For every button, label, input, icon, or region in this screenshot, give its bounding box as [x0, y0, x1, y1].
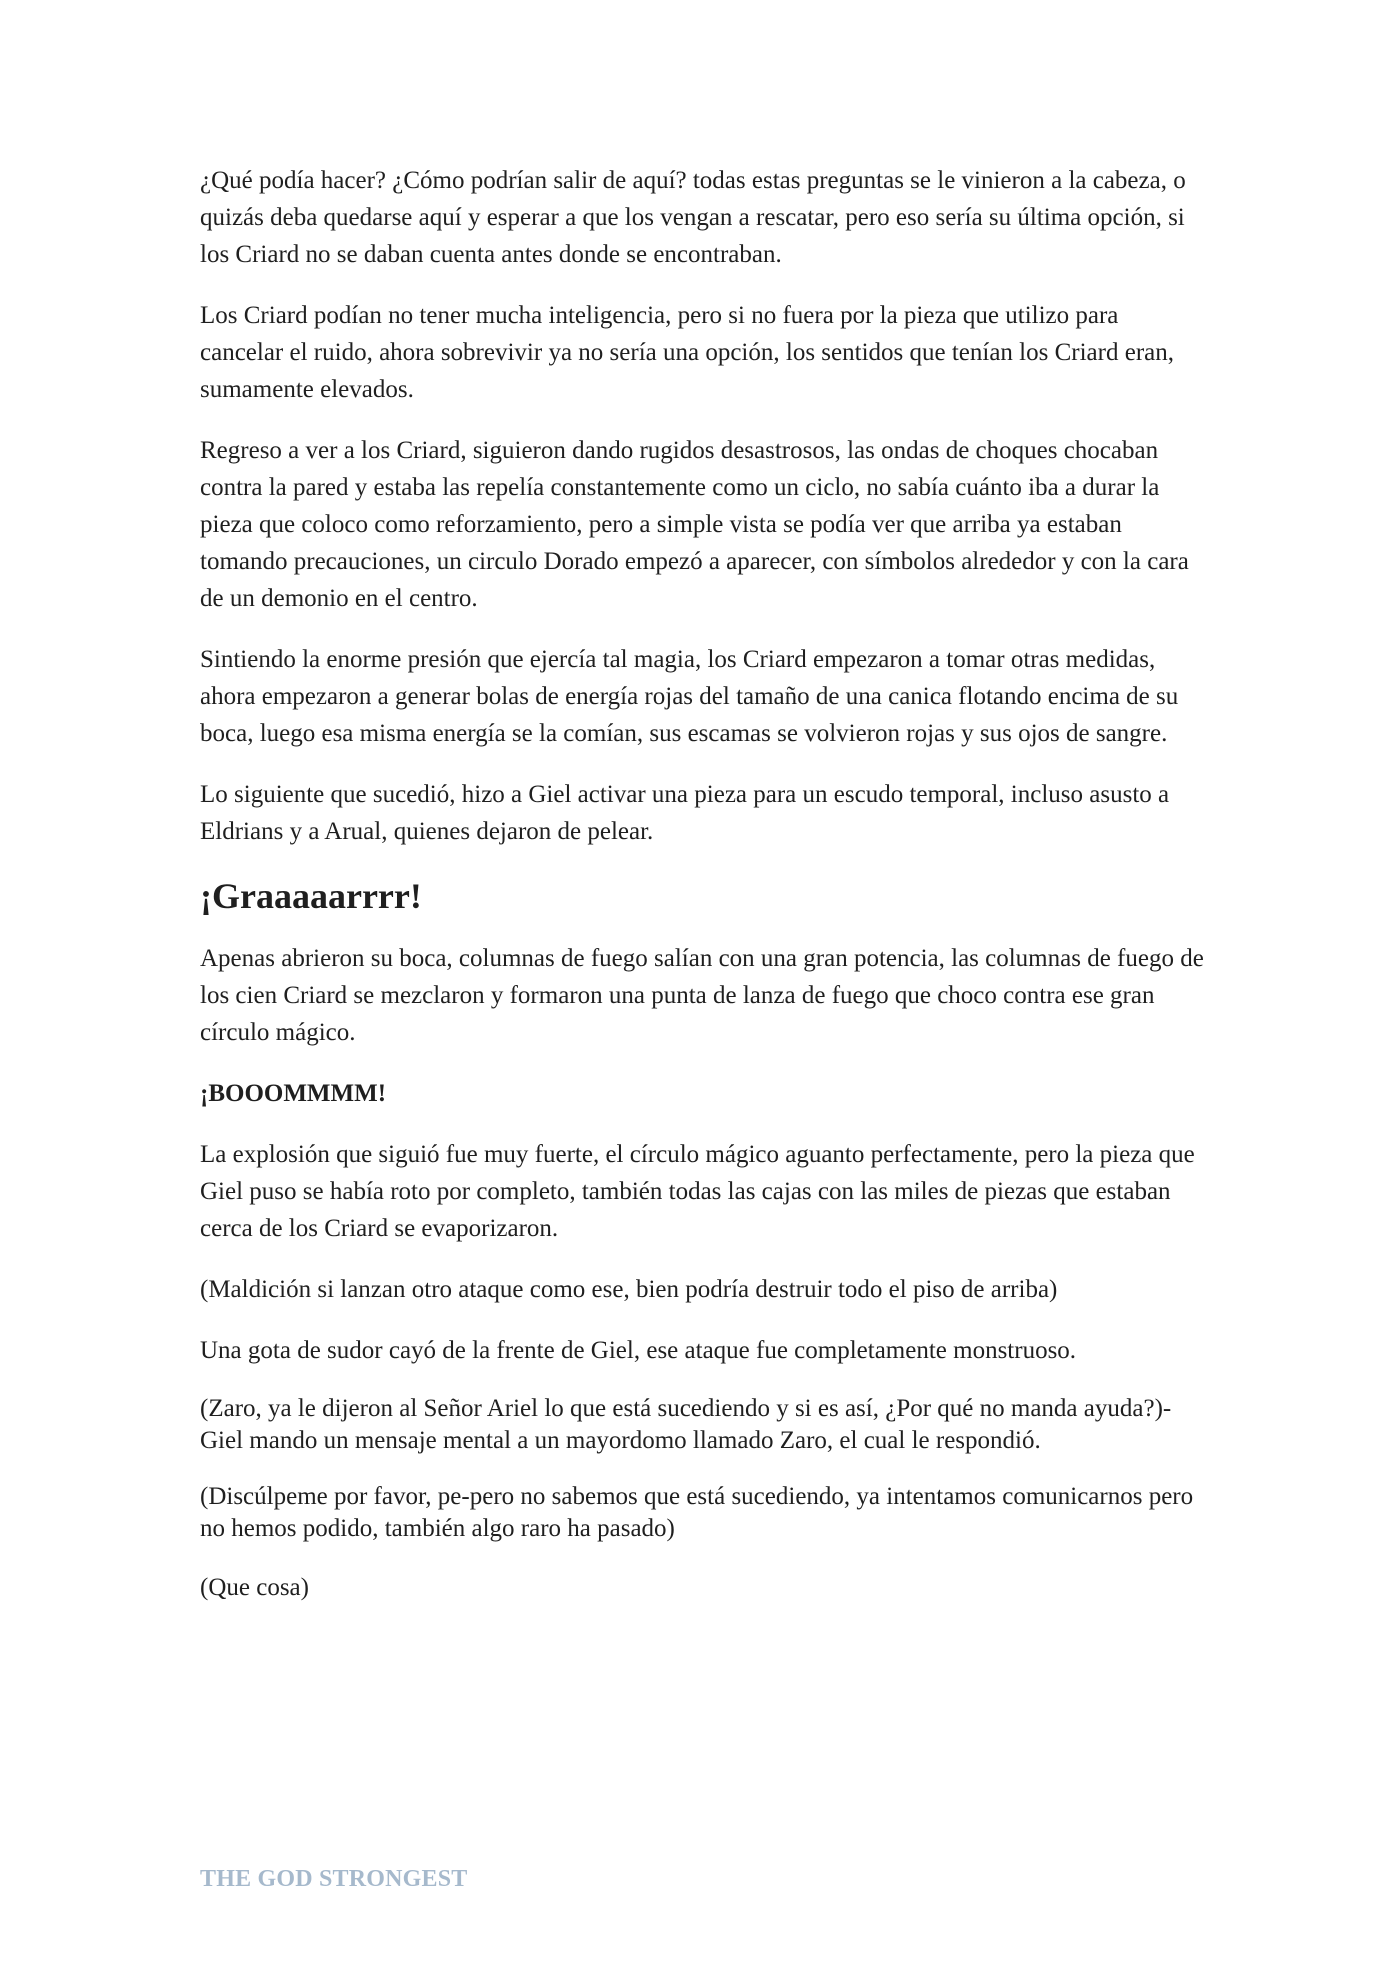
paragraph-3: Regreso a ver a los Criard, siguieron dando rugidos desastrosos, las ondas de choques chocaban contra la pared y estaba las repelía constantemente como un ciclo, no sabía cuánto iba a durar la pieza que coloco como reforzamiento, pero a simple vista se podía ver que arriba ya estaban tomando precauciones, un circulo Dorado empezó a aparecer, con símbolos alrededor y con la cara de un demonio en el centro. — [200, 437, 1189, 612]
roar-heading: ¡Graaaaarrrr! — [200, 876, 422, 916]
footer-title: THE GOD STRONGEST — [200, 1866, 468, 1892]
paragraph-10: (Zaro, ya le dijeron al Señor Ariel lo que está sucediendo y si es así, ¿Por qué no manda ayuda?)-Giel mando un mensaje mental a un mayordomo llamado Zaro, el cual le respondió. — [200, 1395, 1172, 1454]
paragraph-6: Apenas abrieron su boca, columnas de fuego salían con una gran potencia, las columnas de fuego de los cien Criard se mezclaron y formaron una punta de lanza de fuego que choco contra ese gran círculo mágico. — [200, 945, 1204, 1046]
paragraph-5: Lo siguiente que sucedió, hizo a Giel activar una pieza para un escudo temporal, incluso asusto a Eldrians y a Arual, quienes dejaron de pelear. — [200, 781, 1170, 845]
explosion-sound: ¡BOOOMMMM! — [200, 1080, 387, 1107]
paragraph-9: Una gota de sudor cayó de la frente de Giel, ese ataque fue completamente monstruoso. — [200, 1337, 1077, 1364]
paragraph-12: (Que cosa) — [200, 1574, 309, 1601]
paragraph-8: (Maldición si lanzan otro ataque como ese, bien podría destruir todo el piso de arriba) — [200, 1276, 1058, 1303]
paragraph-2: Los Criard podían no tener mucha inteligencia, pero si no fuera por la pieza que utilizo para cancelar el ruido, ahora sobrevivir ya no sería una opción, los sentidos que tenían los Criard eran, sumamente elevados. — [200, 302, 1174, 403]
paragraph-4: Sintiendo la enorme presión que ejercía tal magia, los Criard empezaron a tomar otras medidas, ahora empezaron a generar bolas de energía rojas del tamaño de una canica flotando encima de su boca, luego esa misma energía se la comían, sus escamas se volvieron rojas y sus ojos de sangre. — [200, 646, 1179, 747]
paragraph-7: La explosión que siguió fue muy fuerte, el círculo mágico aguanto perfectamente, pero la pieza que Giel puso se había roto por completo, también todas las cajas con las miles de piezas que estaban cerca de los Criard se evaporizaron. — [200, 1141, 1195, 1242]
paragraph-1: ¿Qué podía hacer? ¿Cómo podrían salir de aquí? todas estas preguntas se le vinieron a la cabeza, o quizás deba quedarse aquí y esperar a que los vengan a rescatar, pero eso sería su última opción, si los Criard no se daban cuenta antes donde se encontraban. — [200, 167, 1186, 268]
paragraph-11: (Discúlpeme por favor, pe-pero no sabemos que está sucediendo, ya intentamos comunicarnos pero no hemos podido, también algo raro ha pasado) — [200, 1483, 1194, 1542]
story-text — [200, 162, 1205, 1630]
